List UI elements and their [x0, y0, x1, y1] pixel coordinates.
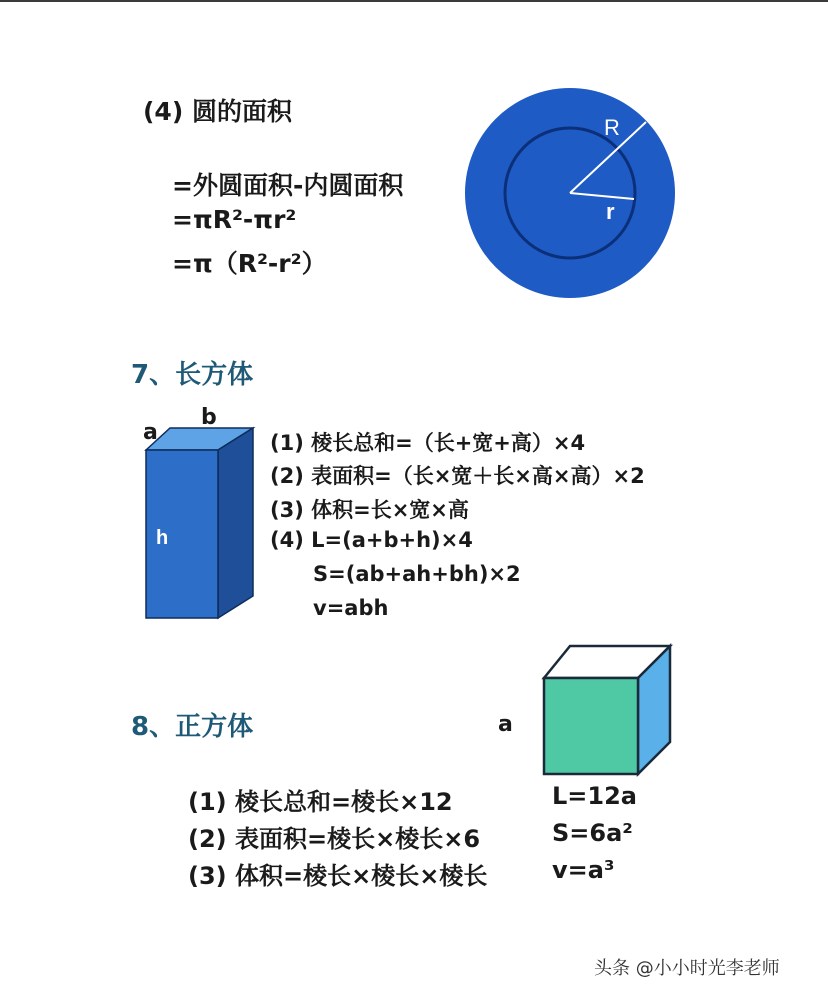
cuboid-label-b: b — [201, 405, 217, 430]
cuboid-label-a: a — [143, 420, 158, 445]
watermark-text: 头条 @小小时光李老师 — [594, 958, 780, 979]
cube-row-2-formula: S=6a² — [552, 819, 633, 847]
circle-formula-line-1: =外圆面积-内圆面积 — [172, 171, 404, 200]
cuboid-label-h: h — [156, 527, 169, 549]
cuboid-item-4: (4) L=(a+b+h)×4 — [270, 528, 473, 552]
cuboid-item-6: v=abh — [313, 596, 389, 620]
cuboid-item-5: S=(ab+ah+bh)×2 — [313, 562, 521, 586]
cube-heading: 8、正方体 — [131, 712, 254, 742]
inner-radius-label: r — [606, 199, 615, 224]
cuboid-diagram — [138, 420, 256, 632]
cuboid-side-face — [218, 428, 253, 618]
cuboid-heading: 7、长方体 — [131, 360, 254, 390]
cuboid-item-1: (1) 棱长总和=（长+宽+高）×4 — [270, 431, 586, 455]
cube-row-2-text: (2) 表面积=棱长×棱长×6 — [188, 825, 481, 853]
cuboid-item-3: (3) 体积=长×宽×高 — [270, 498, 469, 522]
cuboid-item-2: (2) 表面积=（长×宽＋长×高×高）×2 — [270, 464, 645, 488]
cube-row-3-text: (3) 体积=棱长×棱长×棱长 — [188, 862, 488, 890]
cube-diagram — [540, 642, 674, 778]
cube-front-face — [544, 678, 638, 774]
circle-formula-line-2: =πR²-πr² — [172, 205, 297, 234]
cube-row-3-formula: v=a³ — [552, 856, 615, 884]
cube-row-1-formula: L=12a — [552, 782, 637, 810]
circle-area-title: (4) 圆的面积 — [143, 97, 292, 126]
annulus-diagram — [460, 86, 680, 306]
circle-formula-line-3: =π（R²-r²） — [172, 249, 327, 278]
cube-row-1-text: (1) 棱长总和=棱长×12 — [188, 788, 453, 816]
cube-label-a: a — [498, 712, 513, 737]
top-border-line — [0, 0, 828, 2]
outer-radius-label: R — [604, 115, 620, 140]
